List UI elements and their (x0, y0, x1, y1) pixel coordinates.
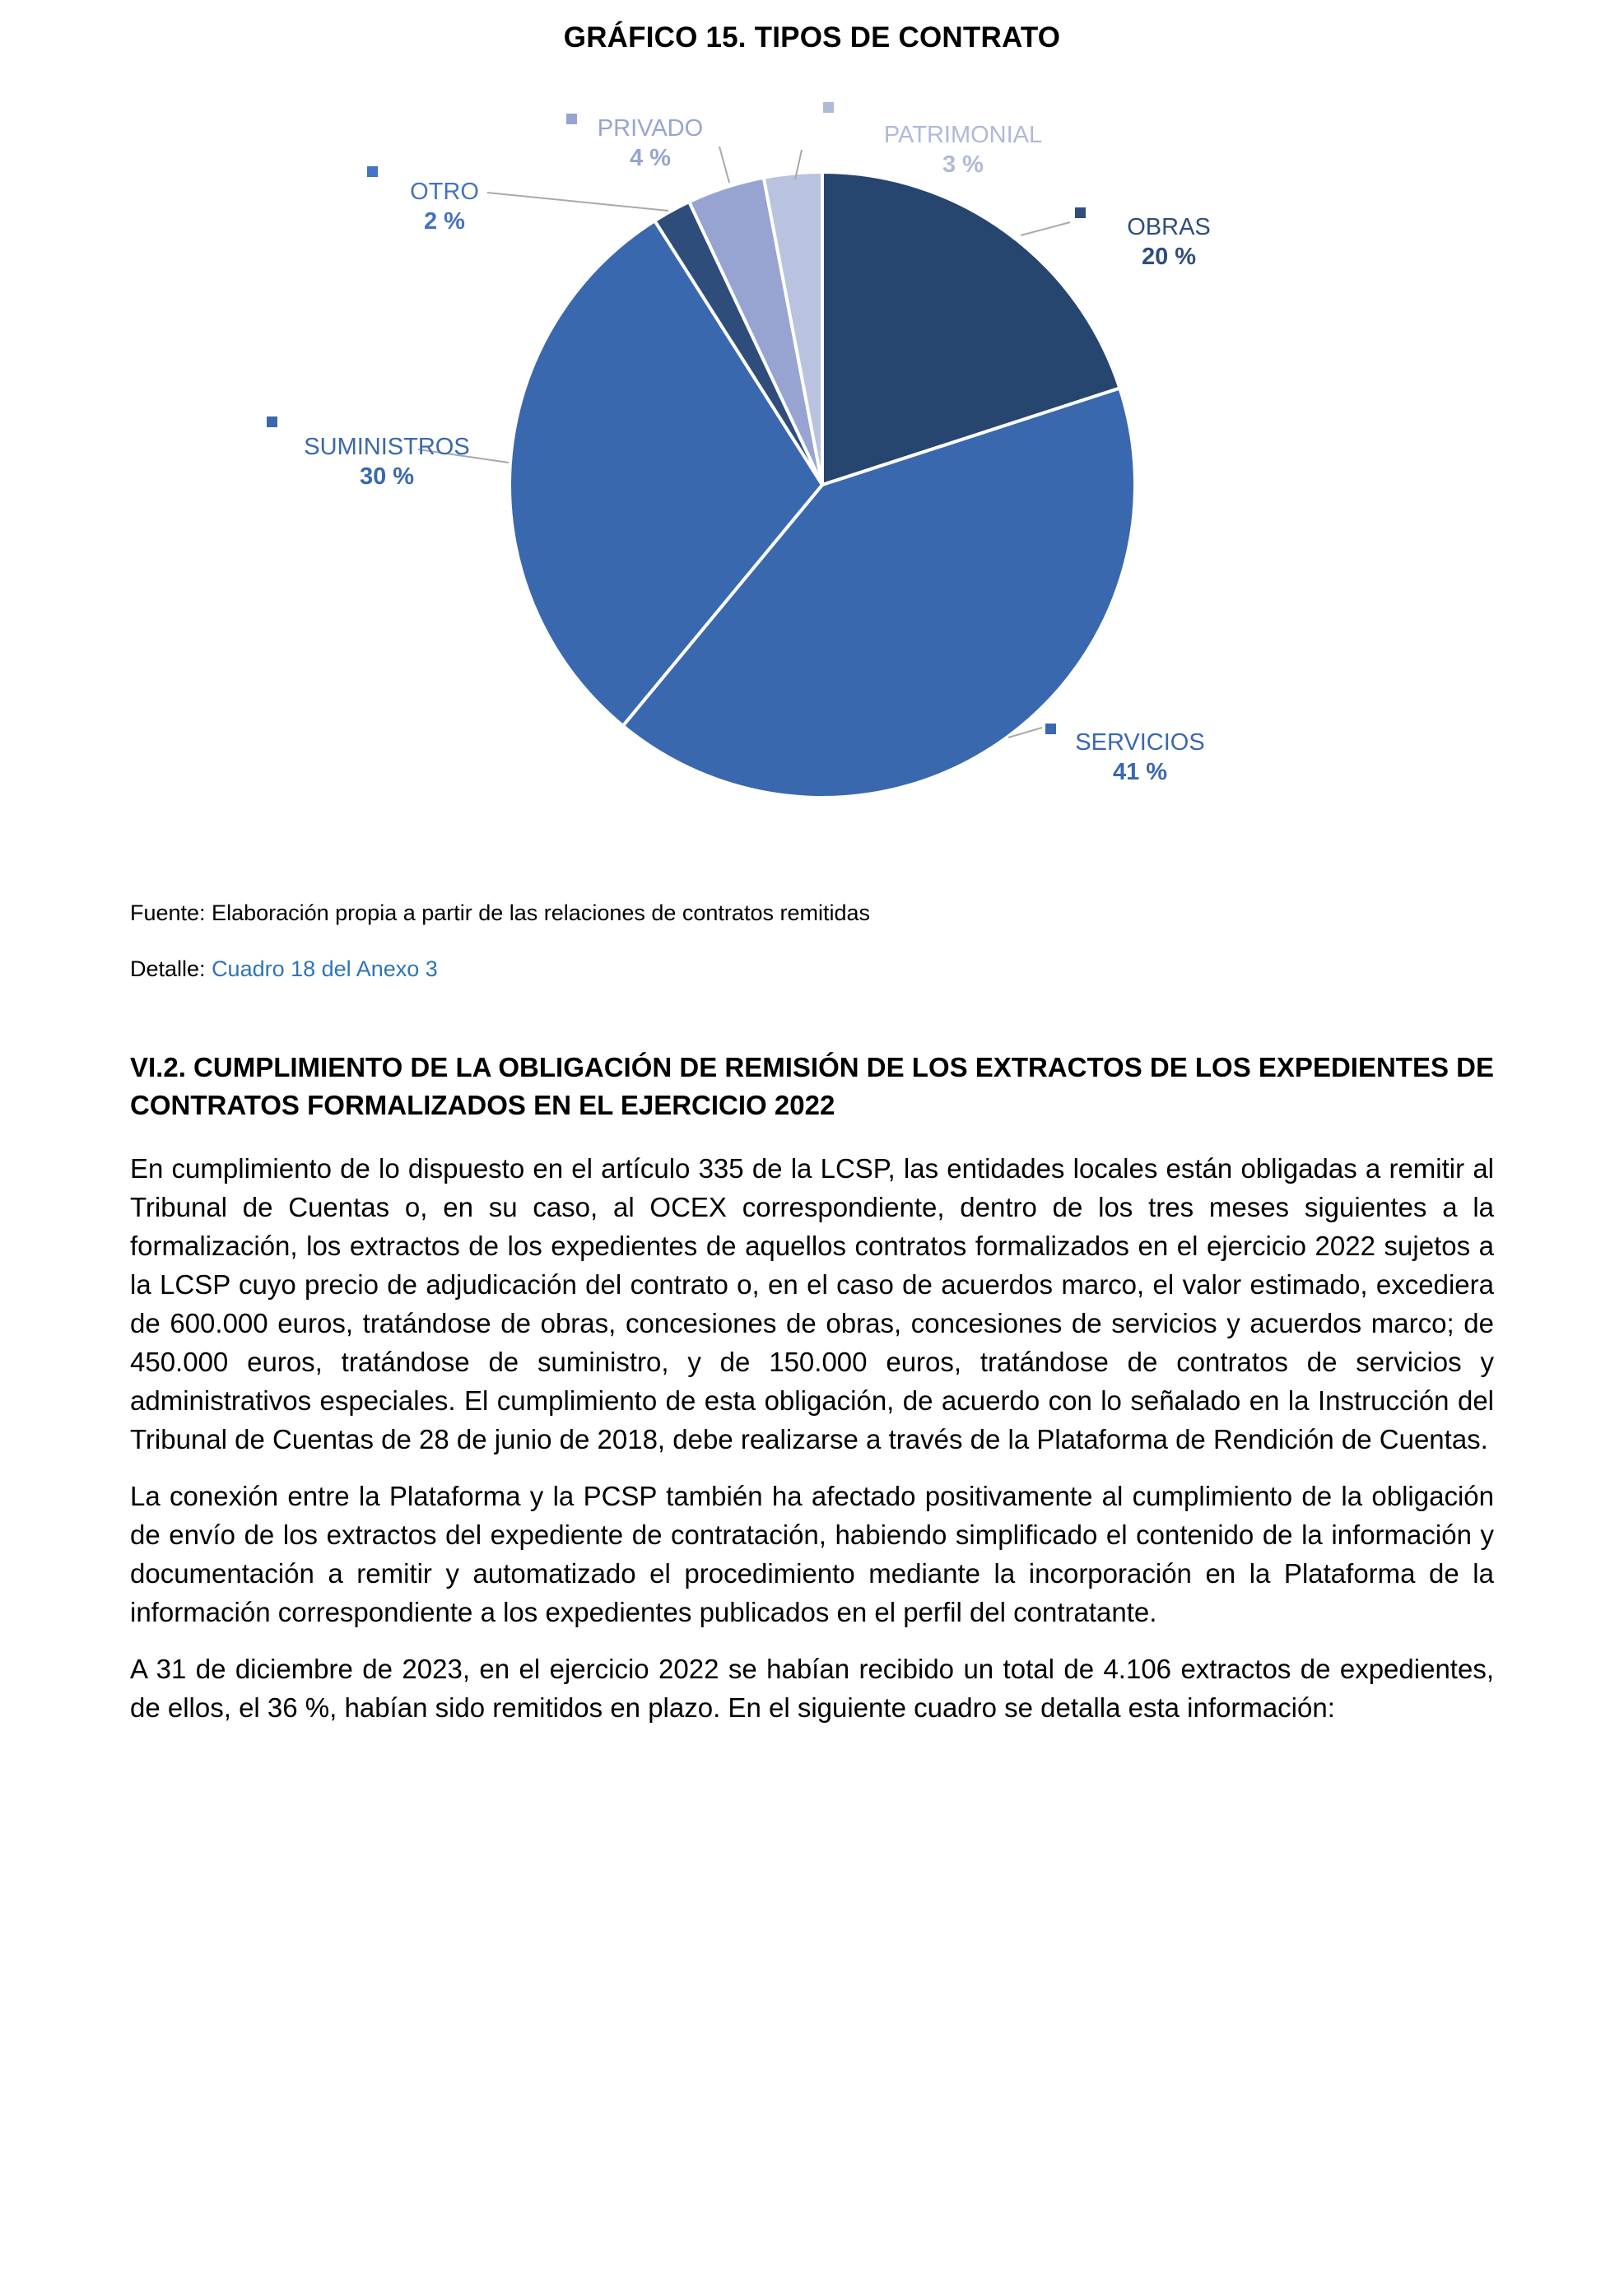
section-heading: VI.2. CUMPLIMIENTO DE LA OBLIGACIÓN DE REMISIÓN DE LOS EXTRACTOS DE LOS EXPEDIENTES DE CONTRATOS FORMALIZADOS EN EL EJERCICIO 2022 (130, 1052, 1494, 1120)
legend-marker-suministros (267, 417, 277, 427)
legend-marker-otro (367, 166, 378, 177)
slice-name: PRIVADO (597, 115, 704, 142)
pie-chart-svg (0, 59, 1624, 891)
chart-title: GRÁFICO 15. TIPOS DE CONTRATO (563, 21, 1061, 54)
slice-name: SUMINISTROS (304, 434, 470, 460)
slice-percent: 30 % (359, 463, 415, 490)
source-note: Fuente: Elaboración propia a partir de las relaciones de contratos remitidas (130, 901, 870, 925)
slice-label-patrimonial (840, 120, 1087, 179)
slice-name: SERVICIOS (1075, 729, 1205, 756)
pie-slices-group (510, 172, 1135, 798)
slice-label-obras (1070, 212, 1268, 272)
slice-name: PATRIMONIAL (883, 122, 1043, 148)
slice-percent: 20 % (1141, 244, 1197, 270)
paragraph-3: A 31 de diciembre de 2023, en el ejercicio 2022 se habían recibido un total de 4.106 extractos de expedientes, de ellos, el 36 %, habían sido remitidos en plazo. En el siguiente cuadro se detalla esta información: (130, 1654, 1494, 1723)
slice-percent: 3 % (942, 151, 984, 178)
text-content (0, 899, 1624, 1727)
slice-percent: 41 % (1112, 759, 1168, 785)
slice-label-servicios (1033, 728, 1247, 787)
slice-percent: 4 % (630, 145, 671, 171)
slice-percent: 2 % (424, 208, 465, 235)
slice-label-suministros (272, 432, 502, 491)
slice-name: OBRAS (1127, 214, 1211, 240)
detail-link[interactable]: Cuadro 18 del Anexo 3 (212, 956, 438, 981)
detail-note (130, 955, 1494, 983)
slice-name: OTRO (410, 179, 479, 205)
legend-marker-patrimonial (823, 102, 834, 113)
paragraph-1: En cumplimiento de lo dispuesto en el artículo 335 de la LCSP, las entidades locales están obligadas a remitir al Tribunal de Cuentas o, en su caso, al OCEX correspondiente, dentro de los tres meses siguientes a la formalización, los extractos de los expedientes de aquellos contratos formalizados en el ejercicio 2022 sujetos a la LCSP cuyo precio de adjudicación del contrato o, en el caso de acuerdos marco, el valor estimado, excediera de 600.000 euros, tratándose de obras, concesiones de obras, concesiones de servicios y acuerdos marco; de 450.000 euros, tratándose de suministro, y de 150.000 euros, tratándose de contratos de servicios y administrativos especiales. El cumplimiento de esta obligación, de acuerdo con lo señalado en la Instrucción del Tribunal de Cuentas de 28 de junio de 2018, debe realizarse a través de la Plataforma de Rendición de Cuentas. (130, 1153, 1494, 1454)
paragraph-2: La conexión entre la Plataforma y la PCSP también ha afectado positivamente al cumplimiento de la obligación de envío de los extractos del expediente de contratación, habiendo simplificado el contenido de la información y documentación a remitir y automatizado el procedimiento mediante la incorporación en la Plataforma de la información correspondiente a los expedientes publicados en el perfil del contratante. (130, 1481, 1494, 1627)
detail-prefix: Detalle: (130, 956, 212, 981)
slice-label-otro (346, 177, 543, 236)
slice-label-privado (543, 114, 757, 173)
pie-chart (0, 59, 1624, 891)
